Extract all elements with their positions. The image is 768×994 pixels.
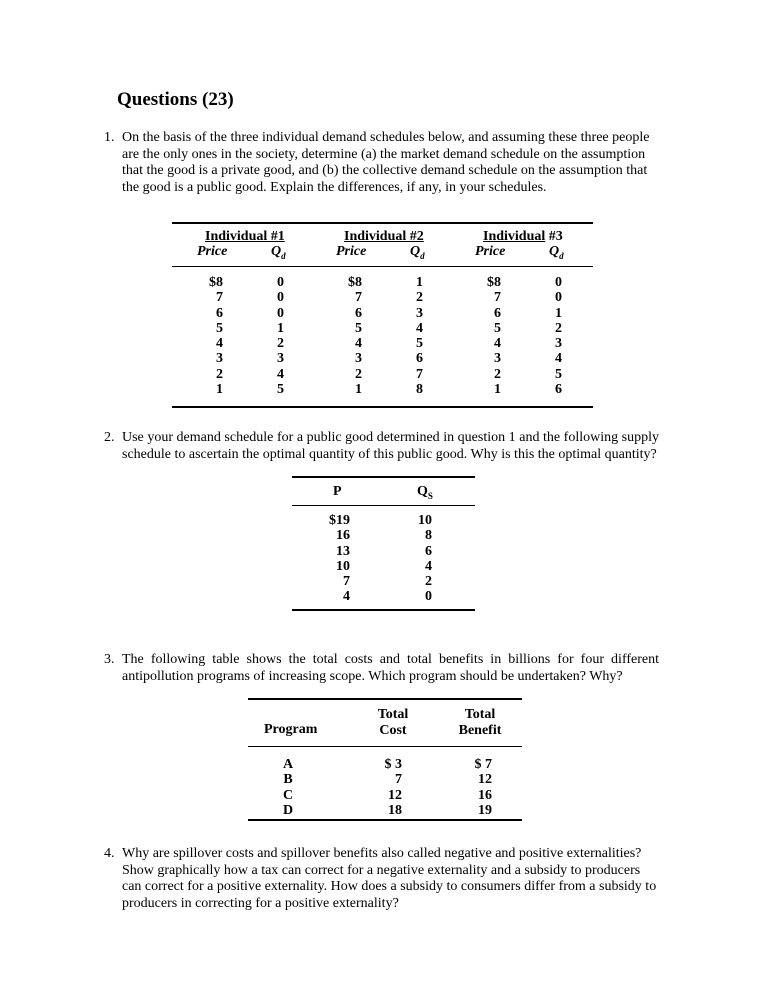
table-cell: 4 [277,366,284,382]
table-bottom-rule [248,819,522,821]
table-cell: 3 [494,351,501,367]
p-header: P [333,484,342,499]
question-text: Why are spillover costs and spillover benefits also called negative and positive externalities? Show graphically how a tax can correct for a negative externality and a subsidy to producers can correct for a positive externality. How does a subsidy to consumers differ from a subsidy to producers in correcting for a positive externality? [122,846,657,911]
qs-header: $Q_S$ [417,484,433,501]
qs-column [410,513,432,605]
table-cell: 8 [416,382,423,398]
table-cell: 18 [388,802,402,818]
price-column-3 [473,275,501,397]
table-cell: 2 [277,336,284,352]
table-cell: 0 [277,305,284,321]
table-cell: 7 [395,772,402,788]
table-cell: 7 [216,290,223,306]
question-3 [104,652,659,685]
question-text: The following table shows the total costs and total benefits in billions for four different antipollution programs of increasing scope. Which program should be undertaken? Why? [122,652,659,684]
table-cell: 4 [355,336,362,352]
table-cell: 5 [355,320,362,336]
table-cell: 0 [555,290,562,306]
table-cell: 4 [425,558,432,574]
table-cell: 16 [478,787,492,803]
qd-column-2 [407,275,423,397]
table-top-rule [292,476,475,478]
table-cell: $8 [487,275,501,290]
table-cell: 10 [418,513,432,528]
table-cell: 19 [478,802,492,818]
question-number: 3. [104,652,115,667]
cost-column [368,757,402,818]
question-4 [104,846,659,912]
table-cell: 0 [555,275,562,290]
table-cell: 2 [416,290,423,306]
table-cell: 0 [277,275,284,290]
table-cell: 12 [388,787,402,803]
table-cell: 1 [355,382,362,398]
table-cell: 4 [494,336,501,352]
table-bottom-rule [172,406,593,408]
page-title: Questions (23) [117,89,234,110]
program-column [280,757,296,818]
cost-header: Total Cost [377,707,409,738]
table-cell: 7 [355,290,362,306]
table-cell: 12 [478,772,492,788]
table-header-rule [172,266,593,267]
table-cell: 6 [416,351,423,367]
individual-2-header: Individual #2 [344,229,424,244]
table-cell: 7 [494,290,501,306]
qd-column-3 [546,275,562,397]
table-cell: $ 7 [474,757,492,772]
table-cell: 0 [425,589,432,605]
table-cell: 8 [425,528,432,544]
table-cell: 7 [416,366,423,382]
question-text: On the basis of the three individual demand schedules below, and assuming these three people are the only ones in the society, determine (a) the market demand schedule on the assumption that the good is a private good, and (b) the collective demand schedule on the assumption that the good is a public good. Explain the differences, if any, in your schedules. [122,130,650,195]
question-number: 2. [104,430,115,445]
table-cell: 4 [343,589,350,605]
table-cell: 6 [355,305,362,321]
table-cell: 3 [416,305,423,321]
qd-header-2: $Q_d$ [410,244,425,261]
price-column-2 [334,275,362,397]
question-text: Use your demand schedule for a public good determined in question 1 and the following supply schedule to ascertain the optimal quantity of this public good. Why is this the optimal quantity? [122,430,659,462]
table-cell: D [282,802,294,818]
benefit-header: Total Benefit [458,707,502,738]
table-cell: 7 [343,574,350,590]
table-cell: 1 [416,275,423,290]
table-cell: 2 [555,320,562,336]
table-cell: 5 [277,382,284,398]
table-header-rule [248,746,522,747]
question-number: 4. [104,846,115,861]
table-cell: 1 [555,305,562,321]
table-cell: 2 [216,366,223,382]
price-column-1 [195,275,223,397]
table-cell: 6 [555,382,562,398]
table-cell: 2 [355,366,362,382]
table-cell: 0 [277,290,284,306]
individual-3-header: Individual #3 [483,229,563,244]
price-header-2: Price [336,244,367,259]
benefit-column [458,757,492,818]
question-number: 1. [104,130,115,145]
qd-header-1: $Q_d$ [271,244,286,261]
table-cell: B [283,772,293,788]
table-cell: 3 [277,351,284,367]
table-cell: 16 [336,528,350,544]
table-cell: 10 [336,558,350,574]
qd-column-1 [268,275,284,397]
table-cell: 13 [336,543,350,559]
table-cell: 3 [216,351,223,367]
p-column [316,513,350,605]
price-header-1: Price [197,244,228,259]
table-cell: $ 3 [384,757,402,772]
table-cell: 5 [555,366,562,382]
table-cell: A [282,757,294,772]
table-cell: 4 [216,336,223,352]
table-cell: $8 [348,275,362,290]
table-cell: 2 [494,366,501,382]
table-cell: 5 [494,320,501,336]
table-cell: 6 [494,305,501,321]
table-cell: $19 [329,513,350,528]
table-cell: 2 [425,574,432,590]
individual-1-header: Individual #1 [205,229,285,244]
table-cell: $8 [209,275,223,290]
table-cell: 1 [494,382,501,398]
table-cell: C [282,787,294,803]
price-header-3: Price [475,244,506,259]
question-2 [104,430,659,463]
table-cell: 3 [355,351,362,367]
table-cell: 1 [216,382,223,398]
table-cell: 1 [277,320,284,336]
table-cell: 4 [416,320,423,336]
table-header-rule [292,505,475,506]
table-top-rule [172,222,593,224]
question-1 [104,130,659,196]
table-cell: 3 [555,336,562,352]
table-cell: 5 [216,320,223,336]
table-cell: 6 [216,305,223,321]
table-top-rule [248,698,522,700]
table-cell: 5 [416,336,423,352]
table-cell: 4 [555,351,562,367]
program-header: Program [264,722,318,737]
table-bottom-rule [292,609,475,611]
qd-header-3: $Q_d$ [549,244,564,261]
table-cell: 6 [425,543,432,559]
